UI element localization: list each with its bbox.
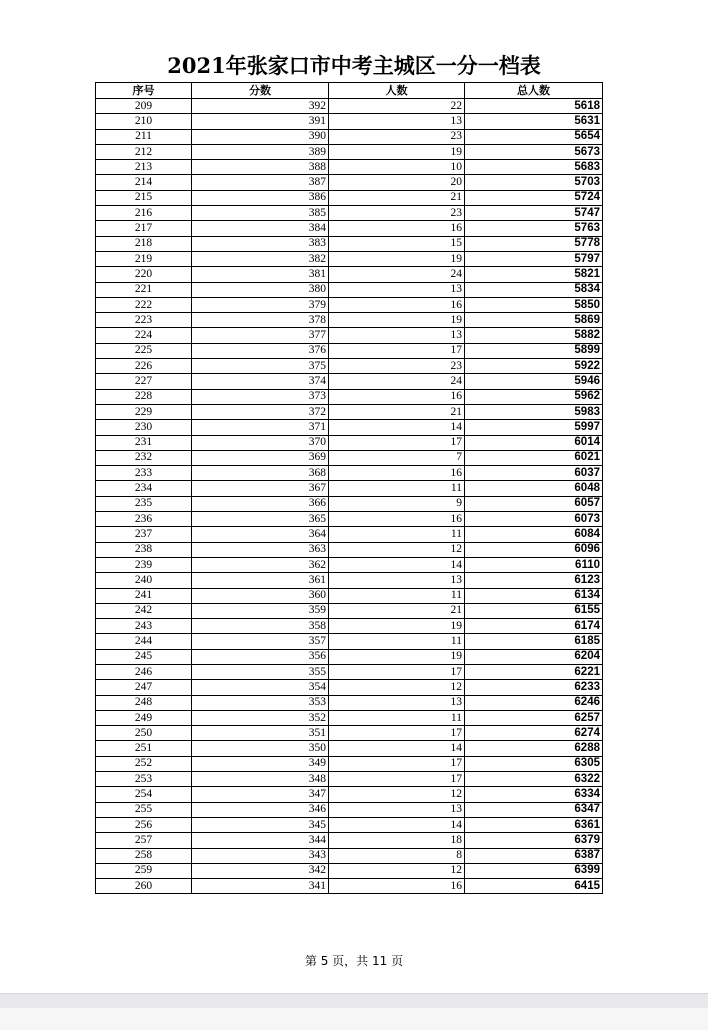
cell-score: 345 <box>192 817 329 832</box>
table-row <box>96 359 603 374</box>
table-row <box>96 649 603 664</box>
cell-score: 381 <box>192 267 329 282</box>
cell-count: 24 <box>329 374 465 389</box>
cell-score: 356 <box>192 649 329 664</box>
cell-score: 354 <box>192 680 329 695</box>
cell-score: 349 <box>192 756 329 771</box>
cell-score: 352 <box>192 710 329 725</box>
table-row <box>96 129 603 144</box>
cell-score: 346 <box>192 802 329 817</box>
cell-count: 13 <box>329 802 465 817</box>
cell-seq: 243 <box>96 619 192 634</box>
table-row <box>96 573 603 588</box>
cell-count: 10 <box>329 160 465 175</box>
cell-seq: 257 <box>96 833 192 848</box>
cell-score: 367 <box>192 481 329 496</box>
header-total: 总人数 <box>465 83 603 99</box>
cell-total: 5703 <box>465 175 603 190</box>
cell-total: 6399 <box>465 863 603 878</box>
cell-total: 6073 <box>465 512 603 527</box>
cell-total: 5763 <box>465 221 603 236</box>
cell-count: 15 <box>329 236 465 251</box>
cell-score: 359 <box>192 603 329 618</box>
table-header-row <box>96 83 603 99</box>
cell-seq: 210 <box>96 114 192 129</box>
table-row <box>96 190 603 205</box>
cell-count: 23 <box>329 359 465 374</box>
cell-seq: 212 <box>96 144 192 159</box>
cell-seq: 249 <box>96 710 192 725</box>
cell-seq: 227 <box>96 374 192 389</box>
cell-count: 19 <box>329 251 465 266</box>
cell-score: 386 <box>192 190 329 205</box>
cell-total: 5962 <box>465 389 603 404</box>
cell-total: 6305 <box>465 756 603 771</box>
cell-count: 7 <box>329 450 465 465</box>
cell-count: 16 <box>329 389 465 404</box>
cell-total: 6379 <box>465 833 603 848</box>
cell-seq: 217 <box>96 221 192 236</box>
table-row <box>96 863 603 878</box>
table-row <box>96 634 603 649</box>
cell-count: 11 <box>329 481 465 496</box>
cell-seq: 236 <box>96 512 192 527</box>
cell-total: 6021 <box>465 450 603 465</box>
cell-total: 6096 <box>465 542 603 557</box>
cell-score: 364 <box>192 527 329 542</box>
cell-count: 16 <box>329 466 465 481</box>
cell-seq: 254 <box>96 787 192 802</box>
cell-total: 5834 <box>465 282 603 297</box>
cell-seq: 258 <box>96 848 192 863</box>
cell-count: 18 <box>329 833 465 848</box>
cell-seq: 250 <box>96 726 192 741</box>
table-row <box>96 267 603 282</box>
table-row <box>96 588 603 603</box>
table-row <box>96 114 603 129</box>
cell-total: 6134 <box>465 588 603 603</box>
cell-seq: 248 <box>96 695 192 710</box>
next-page-edge <box>0 1008 708 1030</box>
cell-total: 6415 <box>465 879 603 894</box>
table-row <box>96 695 603 710</box>
cell-score: 351 <box>192 726 329 741</box>
table-row <box>96 420 603 435</box>
cell-score: 353 <box>192 695 329 710</box>
cell-seq: 238 <box>96 542 192 557</box>
cell-count: 22 <box>329 99 465 114</box>
cell-total: 6257 <box>465 710 603 725</box>
table-row <box>96 603 603 618</box>
cell-score: 384 <box>192 221 329 236</box>
cell-seq: 235 <box>96 496 192 511</box>
cell-count: 21 <box>329 190 465 205</box>
cell-seq: 229 <box>96 404 192 419</box>
table-row <box>96 726 603 741</box>
header-count: 人数 <box>329 83 465 99</box>
cell-seq: 252 <box>96 756 192 771</box>
cell-count: 12 <box>329 680 465 695</box>
cell-count: 19 <box>329 313 465 328</box>
cell-score: 373 <box>192 389 329 404</box>
table-row <box>96 251 603 266</box>
cell-count: 13 <box>329 573 465 588</box>
cell-score: 379 <box>192 297 329 312</box>
cell-score: 343 <box>192 848 329 863</box>
cell-total: 5778 <box>465 236 603 251</box>
cell-score: 390 <box>192 129 329 144</box>
cell-seq: 222 <box>96 297 192 312</box>
page-title: 2021年张家口市中考主城区一分一档表 <box>167 53 541 78</box>
cell-score: 374 <box>192 374 329 389</box>
cell-score: 348 <box>192 772 329 787</box>
cell-count: 11 <box>329 634 465 649</box>
cell-seq: 224 <box>96 328 192 343</box>
table-row <box>96 297 603 312</box>
table-row <box>96 817 603 832</box>
cell-total: 5946 <box>465 374 603 389</box>
cell-count: 11 <box>329 710 465 725</box>
cell-total: 5683 <box>465 160 603 175</box>
cell-count: 19 <box>329 649 465 664</box>
cell-seq: 259 <box>96 863 192 878</box>
cell-count: 8 <box>329 848 465 863</box>
table-row <box>96 496 603 511</box>
cell-seq: 213 <box>96 160 192 175</box>
cell-count: 17 <box>329 726 465 741</box>
cell-count: 17 <box>329 664 465 679</box>
cell-total: 6084 <box>465 527 603 542</box>
cell-score: 371 <box>192 420 329 435</box>
table-row <box>96 99 603 114</box>
cell-seq: 215 <box>96 190 192 205</box>
table-row <box>96 542 603 557</box>
cell-score: 370 <box>192 435 329 450</box>
cell-count: 12 <box>329 542 465 557</box>
cell-seq: 216 <box>96 206 192 221</box>
table-row <box>96 435 603 450</box>
cell-score: 362 <box>192 557 329 572</box>
cell-score: 385 <box>192 206 329 221</box>
cell-score: 347 <box>192 787 329 802</box>
table-row <box>96 466 603 481</box>
cell-count: 20 <box>329 175 465 190</box>
cell-total: 5724 <box>465 190 603 205</box>
cell-score: 372 <box>192 404 329 419</box>
cell-total: 6347 <box>465 802 603 817</box>
cell-total: 5747 <box>465 206 603 221</box>
table-row <box>96 313 603 328</box>
cell-total: 5899 <box>465 343 603 358</box>
cell-seq: 231 <box>96 435 192 450</box>
table-row <box>96 481 603 496</box>
cell-score: 392 <box>192 99 329 114</box>
table-row <box>96 680 603 695</box>
cell-total: 6155 <box>465 603 603 618</box>
viewer-bottom-bar <box>0 993 708 1030</box>
table-row <box>96 282 603 297</box>
cell-count: 17 <box>329 343 465 358</box>
cell-total: 5922 <box>465 359 603 374</box>
cell-score: 355 <box>192 664 329 679</box>
cell-seq: 218 <box>96 236 192 251</box>
cell-total: 6322 <box>465 772 603 787</box>
cell-seq: 251 <box>96 741 192 756</box>
table-row <box>96 175 603 190</box>
cell-total: 6387 <box>465 848 603 863</box>
cell-total: 6037 <box>465 466 603 481</box>
cell-seq: 255 <box>96 802 192 817</box>
table-row <box>96 527 603 542</box>
table-row <box>96 619 603 634</box>
cell-total: 5631 <box>465 114 603 129</box>
cell-score: 388 <box>192 160 329 175</box>
cell-total: 5821 <box>465 267 603 282</box>
cell-count: 16 <box>329 879 465 894</box>
cell-total: 6057 <box>465 496 603 511</box>
table-row <box>96 374 603 389</box>
table-row <box>96 741 603 756</box>
cell-seq: 253 <box>96 772 192 787</box>
cell-seq: 242 <box>96 603 192 618</box>
cell-count: 23 <box>329 206 465 221</box>
table-row <box>96 389 603 404</box>
cell-total: 6361 <box>465 817 603 832</box>
cell-seq: 209 <box>96 99 192 114</box>
cell-count: 14 <box>329 741 465 756</box>
cell-score: 344 <box>192 833 329 848</box>
cell-score: 380 <box>192 282 329 297</box>
cell-count: 17 <box>329 772 465 787</box>
table-row <box>96 343 603 358</box>
cell-total: 5673 <box>465 144 603 159</box>
table-row <box>96 557 603 572</box>
table-row <box>96 833 603 848</box>
header-score: 分数 <box>192 83 329 99</box>
cell-seq: 211 <box>96 129 192 144</box>
table-row <box>96 848 603 863</box>
cell-score: 365 <box>192 512 329 527</box>
cell-seq: 233 <box>96 466 192 481</box>
cell-seq: 219 <box>96 251 192 266</box>
cell-score: 375 <box>192 359 329 374</box>
cell-count: 14 <box>329 817 465 832</box>
cell-count: 12 <box>329 863 465 878</box>
cell-total: 6274 <box>465 726 603 741</box>
cell-count: 13 <box>329 328 465 343</box>
table-row <box>96 144 603 159</box>
header-seq: 序号 <box>96 83 192 99</box>
cell-score: 350 <box>192 741 329 756</box>
cell-seq: 230 <box>96 420 192 435</box>
table-row <box>96 879 603 894</box>
cell-total: 5618 <box>465 99 603 114</box>
cell-seq: 247 <box>96 680 192 695</box>
cell-total: 5869 <box>465 313 603 328</box>
cell-count: 23 <box>329 129 465 144</box>
cell-seq: 228 <box>96 389 192 404</box>
cell-total: 6123 <box>465 573 603 588</box>
cell-seq: 239 <box>96 557 192 572</box>
table-row <box>96 450 603 465</box>
table-row <box>96 756 603 771</box>
cell-count: 21 <box>329 603 465 618</box>
cell-count: 14 <box>329 420 465 435</box>
cell-total: 6288 <box>465 741 603 756</box>
cell-count: 21 <box>329 404 465 419</box>
cell-total: 5797 <box>465 251 603 266</box>
cell-score: 363 <box>192 542 329 557</box>
cell-score: 382 <box>192 251 329 266</box>
cell-count: 19 <box>329 144 465 159</box>
cell-score: 369 <box>192 450 329 465</box>
cell-seq: 256 <box>96 817 192 832</box>
cell-seq: 234 <box>96 481 192 496</box>
cell-seq: 237 <box>96 527 192 542</box>
table-row <box>96 221 603 236</box>
cell-total: 5882 <box>465 328 603 343</box>
cell-seq: 221 <box>96 282 192 297</box>
cell-count: 14 <box>329 557 465 572</box>
cell-score: 389 <box>192 144 329 159</box>
cell-score: 360 <box>192 588 329 603</box>
cell-total: 6221 <box>465 664 603 679</box>
table-row <box>96 404 603 419</box>
table-row <box>96 772 603 787</box>
cell-seq: 240 <box>96 573 192 588</box>
cell-score: 361 <box>192 573 329 588</box>
table-row <box>96 160 603 175</box>
cell-seq: 260 <box>96 879 192 894</box>
cell-score: 358 <box>192 619 329 634</box>
cell-seq: 232 <box>96 450 192 465</box>
cell-count: 17 <box>329 435 465 450</box>
cell-total: 5654 <box>465 129 603 144</box>
cell-score: 376 <box>192 343 329 358</box>
cell-total: 6334 <box>465 787 603 802</box>
cell-seq: 226 <box>96 359 192 374</box>
cell-count: 11 <box>329 588 465 603</box>
cell-seq: 246 <box>96 664 192 679</box>
cell-seq: 223 <box>96 313 192 328</box>
cell-score: 366 <box>192 496 329 511</box>
table-body <box>96 99 603 894</box>
score-table <box>95 82 603 894</box>
cell-total: 6014 <box>465 435 603 450</box>
cell-count: 16 <box>329 221 465 236</box>
cell-seq: 220 <box>96 267 192 282</box>
cell-total: 6233 <box>465 680 603 695</box>
cell-total: 6246 <box>465 695 603 710</box>
table-row <box>96 664 603 679</box>
cell-total: 6185 <box>465 634 603 649</box>
cell-seq: 245 <box>96 649 192 664</box>
cell-count: 9 <box>329 496 465 511</box>
cell-total: 5983 <box>465 404 603 419</box>
table-row <box>96 787 603 802</box>
cell-count: 11 <box>329 527 465 542</box>
cell-score: 368 <box>192 466 329 481</box>
cell-score: 357 <box>192 634 329 649</box>
cell-count: 12 <box>329 787 465 802</box>
cell-seq: 244 <box>96 634 192 649</box>
cell-total: 6048 <box>465 481 603 496</box>
table-row <box>96 236 603 251</box>
cell-seq: 241 <box>96 588 192 603</box>
cell-count: 19 <box>329 619 465 634</box>
table-row <box>96 710 603 725</box>
table-row <box>96 328 603 343</box>
cell-score: 342 <box>192 863 329 878</box>
cell-score: 378 <box>192 313 329 328</box>
cell-count: 24 <box>329 267 465 282</box>
cell-count: 17 <box>329 756 465 771</box>
cell-total: 6204 <box>465 649 603 664</box>
table-row <box>96 206 603 221</box>
cell-score: 391 <box>192 114 329 129</box>
cell-score: 383 <box>192 236 329 251</box>
table-row <box>96 802 603 817</box>
cell-total: 5997 <box>465 420 603 435</box>
cell-score: 377 <box>192 328 329 343</box>
cell-seq: 225 <box>96 343 192 358</box>
page-footer: 第 5 页，共 11 页 <box>304 954 404 968</box>
cell-count: 13 <box>329 114 465 129</box>
cell-total: 6110 <box>465 557 603 572</box>
cell-total: 6174 <box>465 619 603 634</box>
cell-score: 341 <box>192 879 329 894</box>
cell-count: 13 <box>329 282 465 297</box>
cell-seq: 214 <box>96 175 192 190</box>
table-row <box>96 512 603 527</box>
cell-count: 16 <box>329 297 465 312</box>
cell-count: 16 <box>329 512 465 527</box>
cell-score: 387 <box>192 175 329 190</box>
cell-total: 5850 <box>465 297 603 312</box>
cell-count: 13 <box>329 695 465 710</box>
